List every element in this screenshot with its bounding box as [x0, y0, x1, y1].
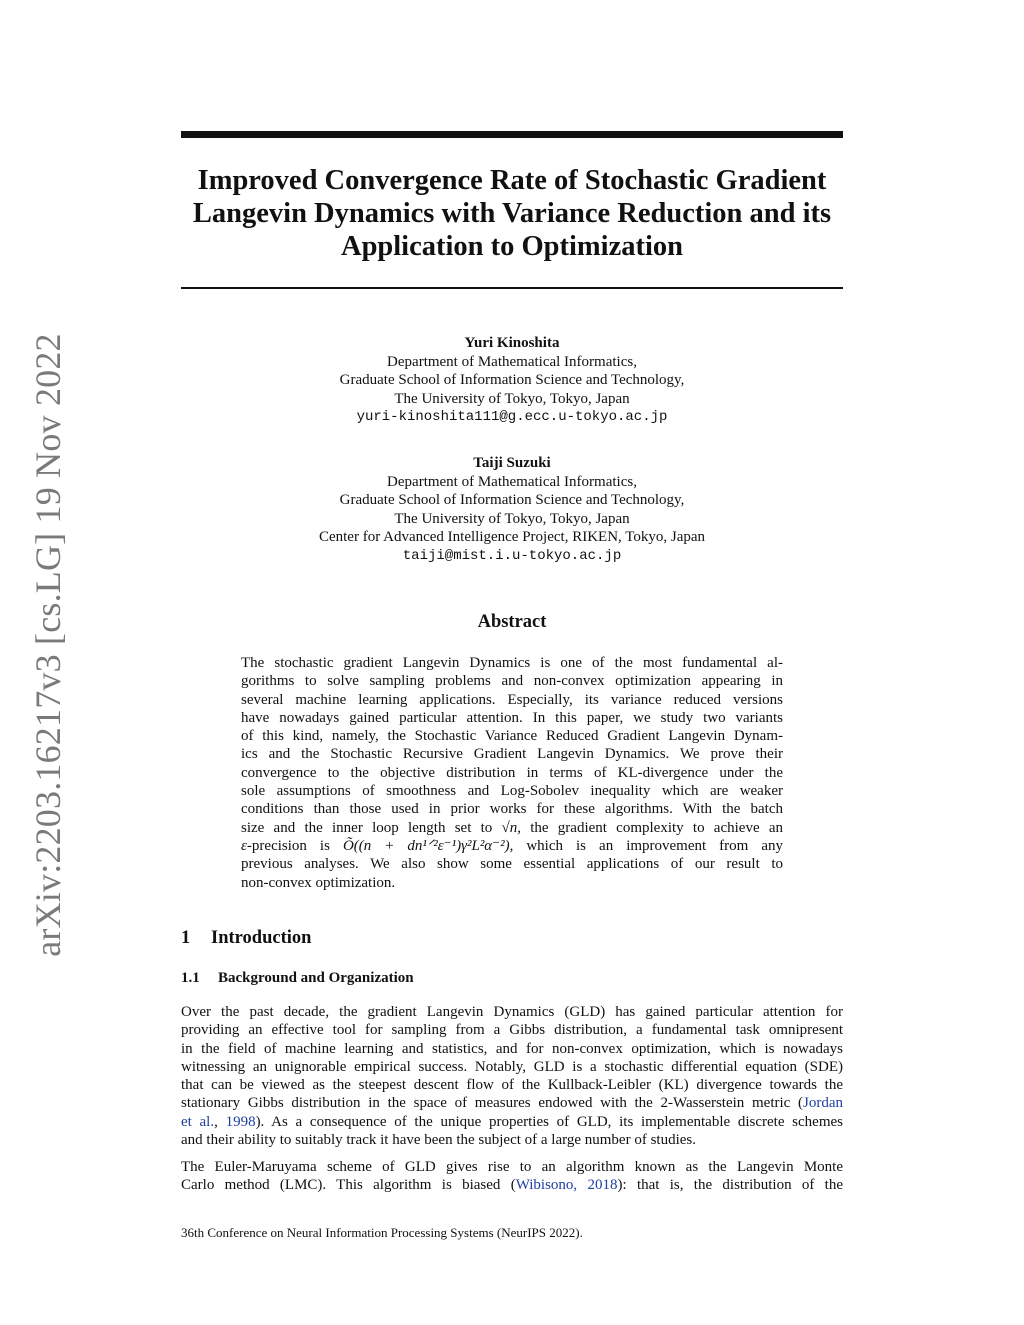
abstract-line: The stochastic gradient Langevin Dynamics is one of the most fundamental al- [241, 655, 783, 671]
author-email: taiji@mist.i.u-tokyo.ac.jp [402, 547, 622, 564]
citation-link-jordan-year[interactable]: 1998 [225, 1113, 256, 1130]
paragraph-line [181, 1176, 843, 1194]
abstract-line: of this kind, namely, the Stochastic Variance Reduced Gradient Langevin Dynam- [241, 728, 783, 745]
citation-link-wibisono[interactable]: Wibisono, 2018 [515, 1177, 618, 1194]
abstract-body [241, 654, 783, 892]
paragraph-text: ). As a consequence of the unique properties of GLD, its implementable discrete schemes [255, 1113, 843, 1130]
paragraph-line: Over the past decade, the gradient Langevin Dynamics (GLD) has gained particular attention for [181, 1004, 843, 1020]
paper-title [181, 164, 843, 263]
section-number: 1 [181, 928, 191, 948]
paragraph-line: providing an effective tool for sampling from a Gibbs distribution, a fundamental task omnipresent [181, 1022, 843, 1039]
epsilon-math: ε [241, 837, 247, 854]
citation-link-jordan[interactable]: Jordan [803, 1095, 843, 1112]
subsection-number: 1.1 [181, 970, 200, 986]
abstract-line: sole assumptions of smoothness and Log-Sobolev inequality which are weaker [241, 783, 783, 800]
complexity-math: Õ((n + dn¹ᐟ²ε⁻¹)γ²L²α⁻²) [342, 837, 510, 854]
title-line: Langevin Dynamics with Variance Reduction and its [192, 198, 832, 229]
title-line: Application to Optimization [340, 231, 683, 262]
abstract-line: previous analyses. We also show some essential applications of our result to [241, 856, 783, 873]
author-block-2 [181, 454, 843, 565]
paragraph-text: Carlo method (LMC). This algorithm is biased ( [181, 1177, 516, 1194]
abstract-line: several machine learning applications. Especially, its variance reduced versions [241, 691, 783, 708]
paragraph-line: that can be viewed as the steepest descent flow of the Kullback-Leibler (KL) divergence towards the [181, 1077, 843, 1094]
abstract-line: non-convex optimization. [241, 874, 396, 891]
arxiv-stamp: arXiv:2203.16217v3 [cs.LG] 19 Nov 2022 [28, 333, 68, 957]
author-affiliation: The University of Tokyo, Tokyo, Japan [394, 510, 630, 527]
paragraph-line: witnessing an unignorable empirical success. Notably, GLD is a stochastic differential equation (SDE) [181, 1058, 843, 1075]
paragraph-line: and their ability to suitably track it have been the subject of a large number of studies. [181, 1132, 696, 1149]
paragraph-line: in the field of machine learning and statistics, and for non-convex optimization, which is nowadays [181, 1040, 843, 1057]
author-name: Yuri Kinoshita [464, 335, 560, 351]
intro-paragraph-1 [181, 1003, 843, 1149]
title-line: Improved Convergence Rate of Stochastic Gradient [197, 165, 827, 196]
author-block-1 [181, 334, 843, 427]
paragraph-line [181, 1113, 843, 1131]
subsection-heading [181, 970, 414, 987]
abstract-line: convergence to the objective distribution in terms of KL-divergence under the [241, 764, 783, 781]
citation-link-jordan[interactable]: et al. [181, 1113, 215, 1130]
author-email: yuri-kinoshita111@g.ecc.u-tokyo.ac.jp [356, 409, 668, 425]
abstract-line: gorithms to solve sampling problems and non-convex optimization appearing in [241, 673, 783, 690]
abstract-line: have nowadays gained particular attention. In this paper, we study two variants [241, 709, 783, 726]
abstract-line: ics and the Stochastic Recursive Gradient Langevin Dynamics. We prove their [241, 746, 783, 763]
author-affiliation: Department of Mathematical Informatics, [387, 353, 637, 370]
subsection-title: Background and Organization [218, 970, 414, 986]
section-heading [181, 928, 311, 949]
sqrt-n-math: √n [501, 819, 518, 836]
abstract-heading: Abstract [477, 612, 547, 632]
paragraph-line [181, 1094, 843, 1112]
author-affiliation: Department of Mathematical Informatics, [387, 473, 637, 490]
abstract-text: , which is an improvement from any [509, 837, 784, 854]
paragraph-text: stationary Gibbs distribution in the space of measures endowed with the 2-Wasserstein metric ( [181, 1095, 803, 1112]
paragraph-text: ): that is, the distribution of the [617, 1177, 843, 1194]
intro-paragraph-2 [181, 1158, 843, 1195]
paragraph-line: The Euler-Maruyama scheme of GLD gives rise to an algorithm known as the Langevin Monte [181, 1159, 843, 1175]
author-affiliation: Graduate School of Information Science and Technology, [339, 492, 685, 508]
abstract-text: size and the inner loop length set to [241, 819, 493, 836]
paragraph-text: , [214, 1113, 226, 1130]
author-affiliation: Graduate School of Information Science and Technology, [339, 372, 685, 388]
author-affiliation: Center for Advanced Intelligence Project, RIKEN, Tokyo, Japan [318, 529, 706, 545]
abstract-line: conditions than those used in prior works for these algorithms. With the batch [241, 801, 783, 818]
abstract-line [241, 819, 783, 837]
author-affiliation: The University of Tokyo, Tokyo, Japan [394, 390, 630, 407]
abstract-text: -precision is [246, 837, 330, 854]
title-top-rule [181, 131, 843, 138]
author-name: Taiji Suzuki [473, 455, 551, 471]
title-bottom-rule [181, 287, 843, 289]
abstract-line [241, 837, 783, 855]
section-title: Introduction [211, 928, 312, 948]
abstract-text: , the gradient complexity to achieve an [517, 819, 783, 836]
conference-footer: 36th Conference on Neural Information Processing Systems (NeurIPS 2022). [181, 1225, 583, 1240]
